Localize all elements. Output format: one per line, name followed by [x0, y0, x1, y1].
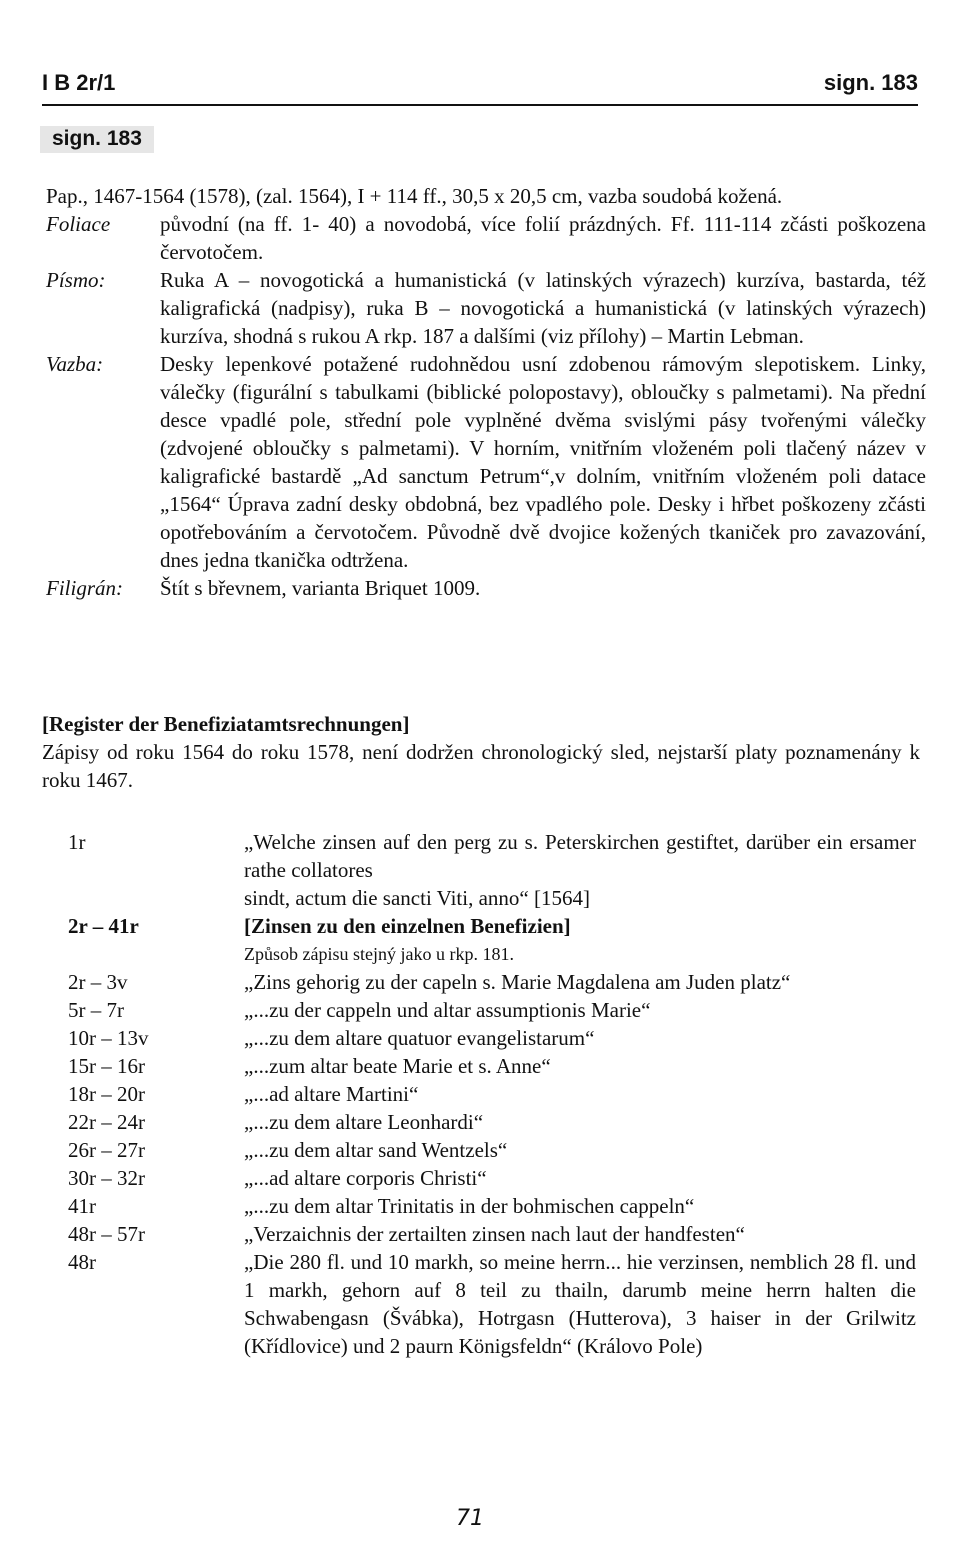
- register-description: Zápisy od roku 1564 do roku 1578, není dodržen chronologický sled, nejstarší platy poznamenány k roku 1467.: [42, 740, 920, 792]
- entry-text: sindt, actum die sancti Viti, anno“ [1564]: [244, 886, 590, 910]
- entry-row: [68, 884, 916, 912]
- meta-label: Písmo:: [46, 268, 106, 292]
- entry-row: [68, 996, 916, 1024]
- register-section: [42, 710, 920, 794]
- entry-folio: 30r – 32r: [68, 1166, 145, 1190]
- entry-row: [68, 1024, 916, 1052]
- entry-folio: [68, 884, 244, 912]
- entry-folio: 15r – 16r: [68, 1054, 145, 1078]
- register-title: [Register der Benefiziatamtsrechnungen]: [42, 712, 410, 736]
- entry-text: „...zu dem altar Trinitatis in der bohmischen cappeln“: [244, 1194, 695, 1218]
- entry-row: [68, 1052, 916, 1080]
- entry-text: „Die 280 fl. und 10 markh, so meine herrn... hie verzinsen, nemblich 28 fl. und 1 markh, gehorn auf 8 teil zu thailn, darumb meine herrn halten die Schwabengasn (Švábka), Hotrgasn (Hutterova), 3 haiser in der Grilwitz (Křídlovice) und 2 paurn Königsfeldn“ (Královo Pole): [244, 1250, 916, 1358]
- entry-text: „...zu dem altare quatuor evangelistarum“: [244, 1026, 595, 1050]
- entry-text: „...ad altare Martini“: [244, 1082, 419, 1106]
- meta-label: Foliace: [46, 212, 111, 236]
- entry-text: „Verzaichnis der zertailten zinsen nach laut der handfesten“: [244, 1222, 745, 1246]
- entry-row: [68, 1136, 916, 1164]
- meta-text: Ruka A – novogotická a humanistická (v latinských výrazech) kurzíva, bastarda, též kaligrafická (nadpisy), ruka B – novogotická a humanistická (v latinských výrazech) kurzíva, shodná s rukou A rkp. 187 a dalšími (viz přílohy) – Martin Lebman.: [160, 268, 926, 348]
- meta-label: Filigrán:: [46, 576, 123, 600]
- entry-folio: 10r – 13v: [68, 1026, 149, 1050]
- entry-row-note: [68, 940, 916, 968]
- entry-text: „Zins gehorig zu der capeln s. Marie Magdalena am Juden platz“: [244, 970, 791, 994]
- entry-folio: 5r – 7r: [68, 998, 124, 1022]
- meta-text: Štít s břevnem, varianta Briquet 1009.: [160, 576, 481, 600]
- page-header: [42, 70, 918, 106]
- entry-folio: [68, 940, 244, 968]
- entry-text: „...zu dem altar sand Wentzels“: [244, 1138, 508, 1162]
- page-number: 71: [456, 1506, 484, 1531]
- physical-description: Pap., 1467-1564 (1578), (zal. 1564), I + 114 ff., 30,5 x 20,5 cm, vazba soudobá kožená.: [46, 184, 783, 208]
- entry-folio: 22r – 24r: [68, 1110, 145, 1134]
- entry-row: [68, 1192, 916, 1220]
- entry-folio: 26r – 27r: [68, 1138, 145, 1162]
- entry-text: „Welche zinsen auf den perg zu s. Peterskirchen gestiftet, darüber ein ersamer rathe collatores: [244, 830, 916, 882]
- entry-folio: 2r – 3v: [68, 970, 128, 994]
- header-right-signature: sign. 183: [823, 70, 918, 95]
- entry-folio: 48r – 57r: [68, 1222, 145, 1246]
- folio-entries: [68, 828, 916, 1360]
- entry-folio: 41r: [68, 1194, 96, 1218]
- meta-row-filigran: [46, 574, 926, 602]
- entry-row-heading: [68, 912, 916, 940]
- signature-box: sign. 183: [40, 126, 154, 153]
- entry-row: [68, 828, 916, 884]
- entry-row: [68, 1220, 916, 1248]
- entry-row: [68, 1248, 916, 1360]
- entry-text: „...zum altar beate Marie et s. Anne“: [244, 1054, 551, 1078]
- entry-row: [68, 1108, 916, 1136]
- entry-text: Způsob zápisu stejný jako u rkp. 181.: [244, 944, 514, 964]
- header-left-signature: I B 2r/1: [42, 70, 116, 95]
- entry-row: [68, 968, 916, 996]
- entry-row: [68, 1164, 916, 1192]
- entry-text: „...ad altare corporis Christi“: [244, 1166, 487, 1190]
- meta-row-foliace: [46, 210, 926, 266]
- entry-folio: 1r: [68, 830, 86, 854]
- entry-text: [Zinsen zu den einzelnen Benefizien]: [244, 914, 571, 938]
- meta-text: původní (na ff. 1- 40) a novodobá, více folií prázdných. Ff. 111-114 zčásti poškozena červotočem.: [160, 212, 926, 264]
- entry-text: „...zu dem altare Leonhardi“: [244, 1110, 484, 1134]
- entry-folio: 48r: [68, 1250, 96, 1274]
- meta-row-vazba: [46, 350, 926, 574]
- entry-row: [68, 1080, 916, 1108]
- entry-folio: 2r – 41r: [68, 914, 139, 938]
- entry-text: „...zu der cappeln und altar assumptionis Marie“: [244, 998, 651, 1022]
- entry-folio: 18r – 20r: [68, 1082, 145, 1106]
- meta-label: Vazba:: [46, 352, 104, 376]
- meta-row-pismo: [46, 266, 926, 350]
- meta-list: [46, 210, 926, 602]
- meta-text: Desky lepenkové potažené rudohnědou usní zdobenou rámovým slepotiskem. Linky, válečky (figurální s tabulkami (biblické polopostavy), obloučky s palmetami). Na přední desce vpadlé pole, střední pole vyplněné dvěma svislými pásy tvořenými válečky (zdvojené obloučky s palmetami). V horním, vnitřním vloženém poli tlačený název v kaligrafické bastardě „Ad sanctum Petrum“,v dolním, vnitřním vloženém poli datace „1564“ Úprava zadní desky obdobná, bez vpadlého pole. Desky i hřbet poškozeny zčásti opotřebováním a červotočem. Původně dvě dvojice kožených tkaniček pro zavazování, dnes jedna tkanička odtržena.: [160, 352, 926, 572]
